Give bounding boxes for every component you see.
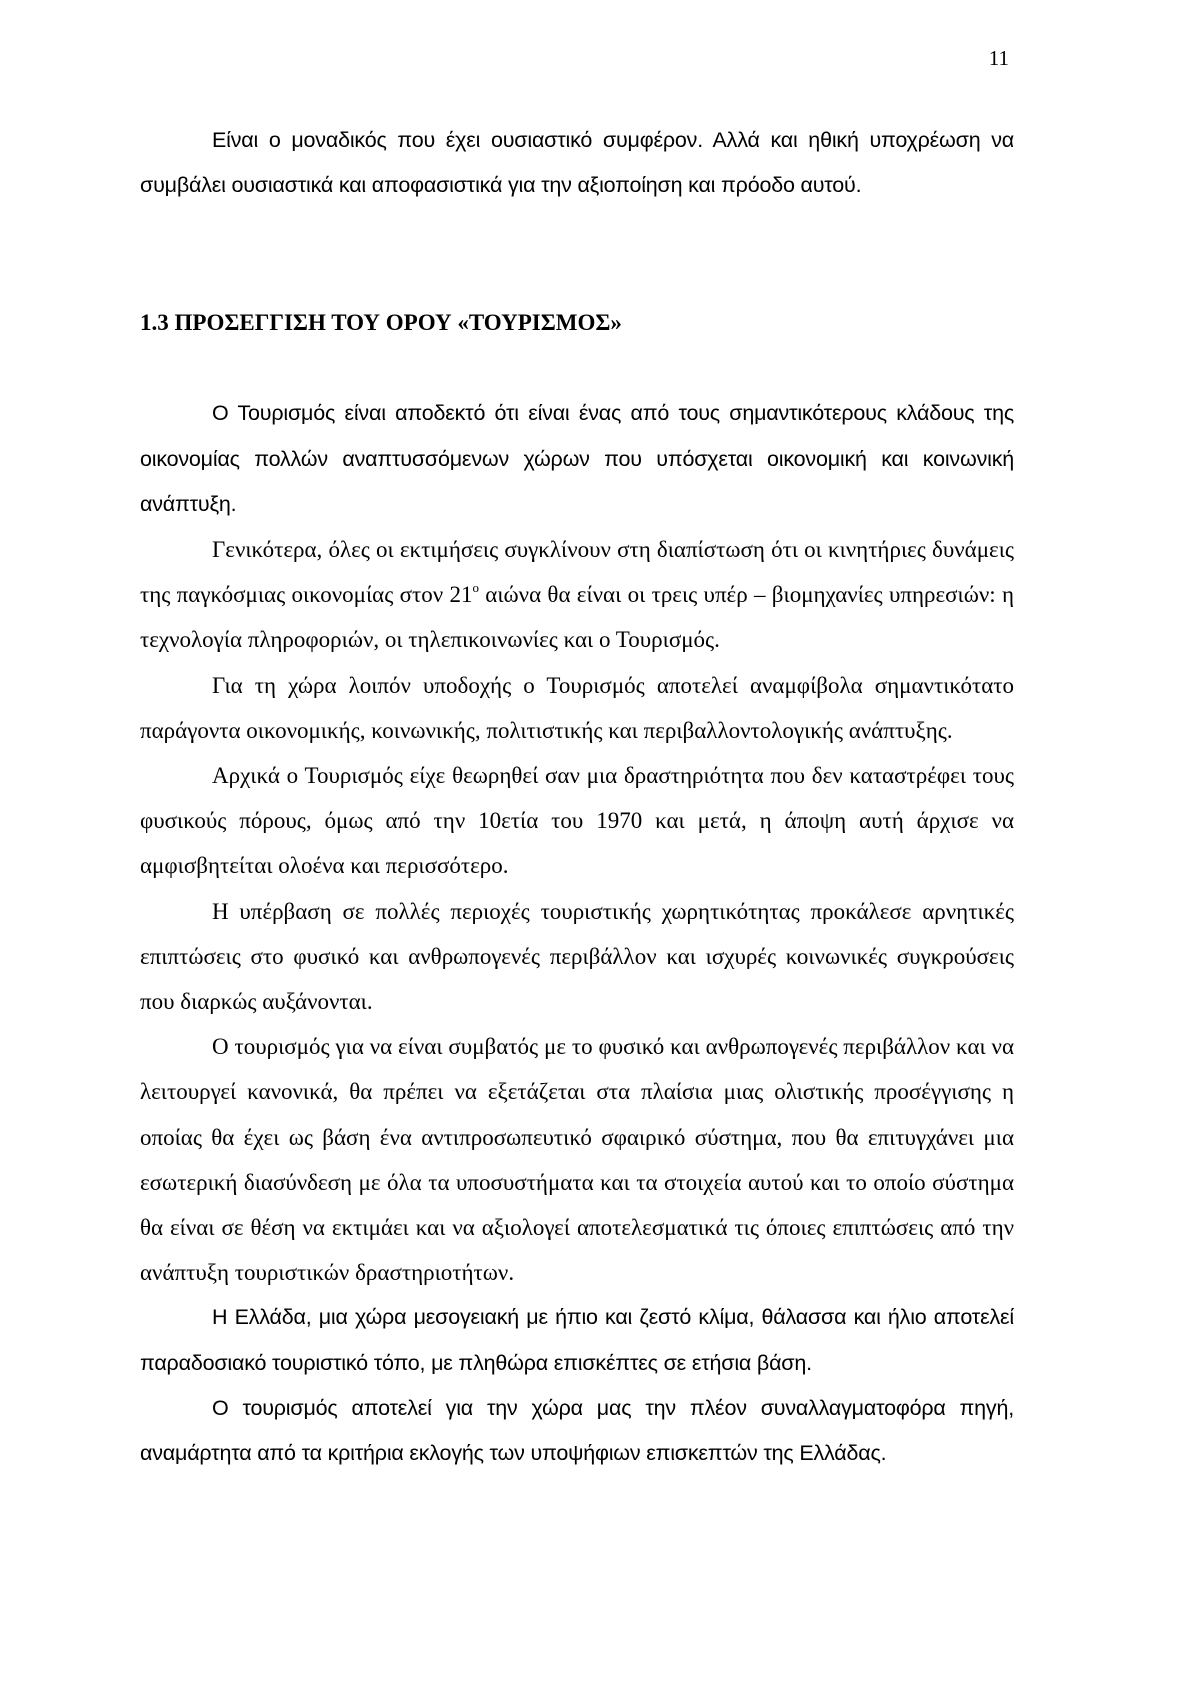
ordinal-superscript: ο: [472, 580, 479, 596]
document-body: [140, 118, 1014, 1476]
paragraph-2: [140, 527, 1014, 663]
paragraph-2-text-a: Γενικότερα, όλες οι εκτιμήσεις συγκλίνουν στη διαπίστωση ότι οι κινητήριες δυνάμεις της παγκόσμιας οικονομίας στον 21: [140, 537, 1014, 608]
intro-paragraph: Είναι ο μοναδικός που έχει ουσιαστικό συμφέρον. Αλλά και ηθική υποχρέωση να συμβάλει ουσιαστικά και αποφασιστικά για την αξιοποίηση και πρόοδο αυτού.: [140, 128, 1014, 198]
page-number: 11: [988, 46, 1009, 70]
spacer: [140, 338, 1014, 391]
paragraph-1: Ο Τουρισμός είναι αποδεκτό ότι είναι ένας από τους σημαντικότερους κλάδους της οικονομίας πολλών αναπτυσσόμενων χώρων που υπόσχεται οικονομική και κοινωνική ανάπτυξη.: [140, 401, 1014, 516]
paragraph-3: Για τη χώρα λοιπόν υποδοχής ο Τουρισμός αποτελεί αναμφίβολα σημαντικότατο παράγοντα οικονομικής, κοινωνικής, πολιτιστικής και περιβαλλοντολογικής ανάπτυξης.: [140, 672, 1014, 743]
paragraph-7: Η Ελλάδα, μια χώρα μεσογειακή με ήπιο και ζεστό κλίμα, θάλασσα και ήλιο αποτελεί παραδοσιακό τουριστικό τόπο, με πληθώρα επισκέπτες σε ετήσια βάση.: [140, 1305, 1014, 1375]
paragraph-5: Η υπέρβαση σε πολλές περιοχές τουριστικής χωρητικότητας προκάλεσε αρνητικές επιπτώσεις στο φυσικό και ανθρωπογενές περιβάλλον και ισχυρές κοινωνικές συγκρούσεις που διαρκώς αυξάνονται.: [140, 898, 1014, 1015]
paragraph-2-text-b: αιώνα θα είναι οι τρεις υπέρ – βιομηχανίες υπηρεσιών: η τεχνολογία πληροφοριών, οι τηλεπικοινωνίες και ο Τουρισμός.: [140, 582, 1014, 653]
section-heading: 1.3 ΠΡΟΣΕΓΓΙΣΗ ΤΟΥ ΟΡΟΥ «ΤΟΥΡΙΣΜΟΣ»: [140, 310, 622, 336]
spacer: [140, 208, 1014, 308]
paragraph-4: Αρχικά ο Τουρισμός είχε θεωρηθεί σαν μια δραστηριότητα που δεν καταστρέφει τους φυσικούς πόρους, όμως από την 10ετία του 1970 και μετά, η άποψη αυτή άρχισε να αμφισβητείται ολοένα και περισσότερο.: [140, 763, 1014, 879]
paragraph-6: Ο τουρισμός για να είναι συμβατός με το φυσικό και ανθρωπογενές περιβάλλον και να λειτουργεί κανονικά, θα πρέπει να εξετάζεται στα πλαίσια μιας ολιστικής προσέγγισης η οποίας θα έχει ως βάση ένα αντιπροσωπευτικό σφαιρικό σύστημα, που θα επιτυγχάνει μια εσωτερική διασύνδεση με όλα τα υποσυστήματα και τα στοιχεία αυτού και το οποίο σύστημα θα είναι σε θέση να εκτιμάει και να αξιολογεί αποτελεσματικά τις όποιες επιπτώσεις από την ανάπτυξη τουριστικών δραστηριοτήτων.: [140, 1034, 1014, 1286]
paragraph-8: Ο τουρισμός αποτελεί για την χώρα μας την πλέον συναλλαγματοφόρα πηγή, αναμάρτητα από τα κριτήρια εκλογής των υποψήφιων επισκεπτών της Ελλάδας.: [140, 1395, 1014, 1466]
